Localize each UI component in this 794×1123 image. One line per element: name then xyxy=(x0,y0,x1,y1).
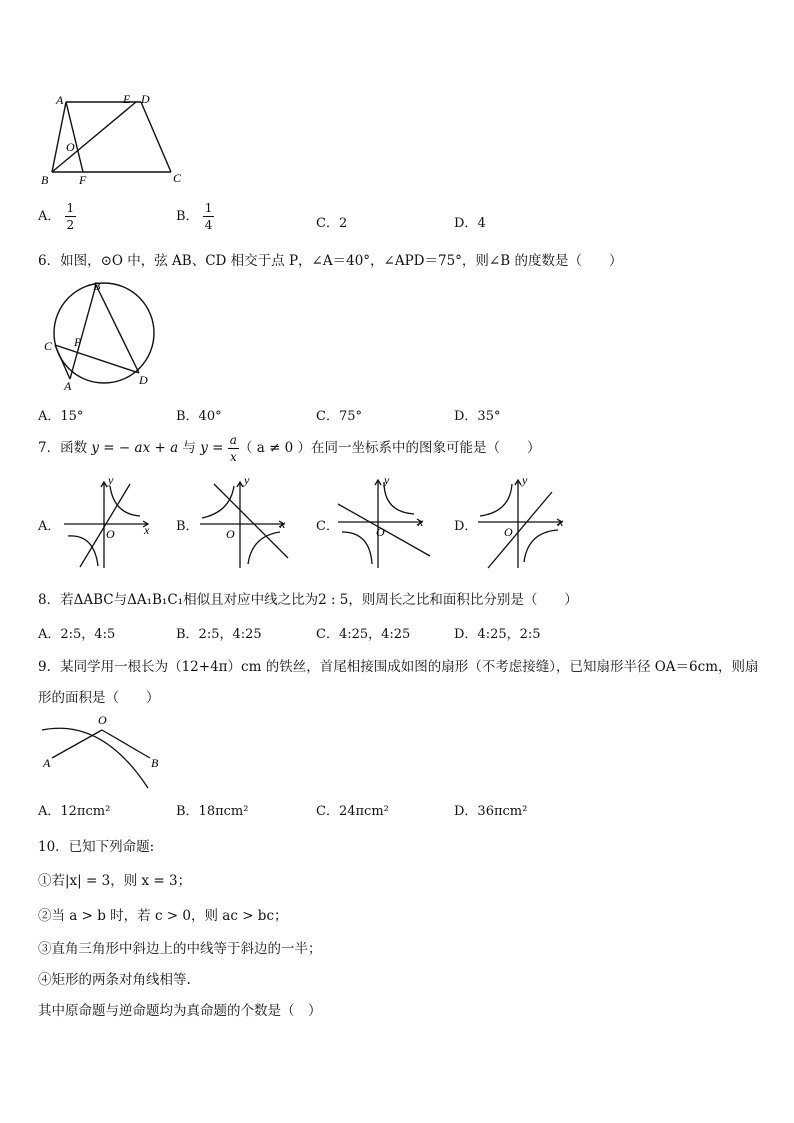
q7-option-c-label: C． xyxy=(316,519,339,534)
axis-y: y xyxy=(108,473,114,487)
q6-option-a: A．15° xyxy=(38,409,84,424)
q9-option-a: A．12πcm² xyxy=(38,804,111,819)
q7-option-d-label: D． xyxy=(454,519,478,534)
axis-x: x xyxy=(558,515,564,529)
axis-x: x xyxy=(418,515,424,529)
origin: O xyxy=(376,525,385,539)
q7-graph-a xyxy=(60,472,155,572)
label-A: A xyxy=(56,93,64,107)
label-C: C xyxy=(44,339,53,353)
q9-option-c: C．24πcm² xyxy=(316,804,389,819)
q6-option-c: C．75° xyxy=(316,409,362,424)
fraction: $\frac{1}{2}$ xyxy=(66,201,75,232)
label-O: O xyxy=(98,713,107,727)
q6-stem: 6．如图，⊙O 中，弦 AB、CD 相交于点 P，∠A＝40°，∠APD＝75°，则∠B 的度数是（ ） xyxy=(38,253,623,269)
q7-graph-b xyxy=(196,472,296,572)
q5-option-a: A． $\frac{1}{2}$ xyxy=(38,201,75,232)
label-C: C xyxy=(173,171,182,185)
label-B: B xyxy=(151,756,159,770)
q10-item-1: ①若|x| = 3，则 x = 3； xyxy=(38,873,192,889)
q8-stem: 8．若ΔABC与ΔA₁B₁C₁相似且对应中线之比为2 : 5，则周长之比和面积比分别是（ ） xyxy=(38,592,578,608)
q10-stem: 10．已知下列命题: xyxy=(38,839,155,855)
q5-option-d: D．4 xyxy=(454,216,486,231)
label-O: O xyxy=(66,140,75,154)
q8-option-a: A．2:5，4:5 xyxy=(38,627,116,642)
q5-option-c: C．2 xyxy=(316,216,348,231)
label-D: D xyxy=(141,92,150,106)
q5-option-b: B． $\frac{1}{4}$ xyxy=(176,201,213,232)
q6-circle-figure xyxy=(38,278,163,393)
axis-y: y xyxy=(244,473,250,487)
q7-graph-d xyxy=(474,472,574,572)
origin: O xyxy=(504,525,513,539)
q10-question: 其中原命题与逆命题均为真命题的个数是（ ） xyxy=(38,1003,322,1019)
axis-y: y xyxy=(384,473,390,487)
q9-stem-line1: 9．某同学用一根长为（12+4π）cm 的铁丝，首尾相接围成如图的扇形（不考虑接缝），已知扇形半径 OA＝6cm，则扇 xyxy=(38,659,759,675)
q7-stem: 7．函数 y = − ax + a 与 y = $\frac{a}{x}$ （ a ≠ 0 ）在同一坐标系中的图象可能是（ ） xyxy=(38,433,541,464)
q7-option-a-label: A． xyxy=(38,519,61,534)
q8-option-b: B．2:5，4:25 xyxy=(176,627,262,642)
q9-stem-line2: 形的面积是（ ） xyxy=(38,690,160,706)
q10-item-4: ④矩形的两条对角线相等. xyxy=(38,972,191,988)
label-A: A xyxy=(64,379,72,393)
fraction: $\frac{a}{x}$ xyxy=(229,433,237,464)
q6-option-b: B．40° xyxy=(176,409,222,424)
q10-item-2: ②当 a > b 时，若 c > 0，则 ac > bc； xyxy=(38,908,288,924)
q5-trapezoid-figure xyxy=(36,90,196,190)
label-P: P xyxy=(74,335,82,349)
q6-option-d: D．35° xyxy=(454,409,501,424)
label-E: E xyxy=(123,92,131,106)
q8-option-c: C．4:25，4:25 xyxy=(316,627,411,642)
label-F: F xyxy=(79,173,87,187)
q7-option-b-label: B． xyxy=(176,519,199,534)
label-A: A xyxy=(43,756,51,770)
label-D: D xyxy=(139,373,148,387)
label-B: B xyxy=(41,173,49,187)
q9-option-d: D．36πcm² xyxy=(454,804,528,819)
axis-y: y xyxy=(522,473,528,487)
q7-graph-c xyxy=(334,472,434,572)
fraction: $\frac{1}{4}$ xyxy=(204,201,213,232)
label-B: B xyxy=(93,279,101,293)
q9-sector-figure xyxy=(38,710,168,795)
axis-x: x xyxy=(280,517,286,531)
axis-x: x xyxy=(144,523,150,537)
q9-option-b: B．18πcm² xyxy=(176,804,249,819)
q8-option-d: D．4:25，2:5 xyxy=(454,627,541,642)
origin: O xyxy=(226,527,235,541)
q10-item-3: ③直角三角形中斜边上的中线等于斜边的一半； xyxy=(38,941,322,957)
origin: O xyxy=(106,527,115,541)
